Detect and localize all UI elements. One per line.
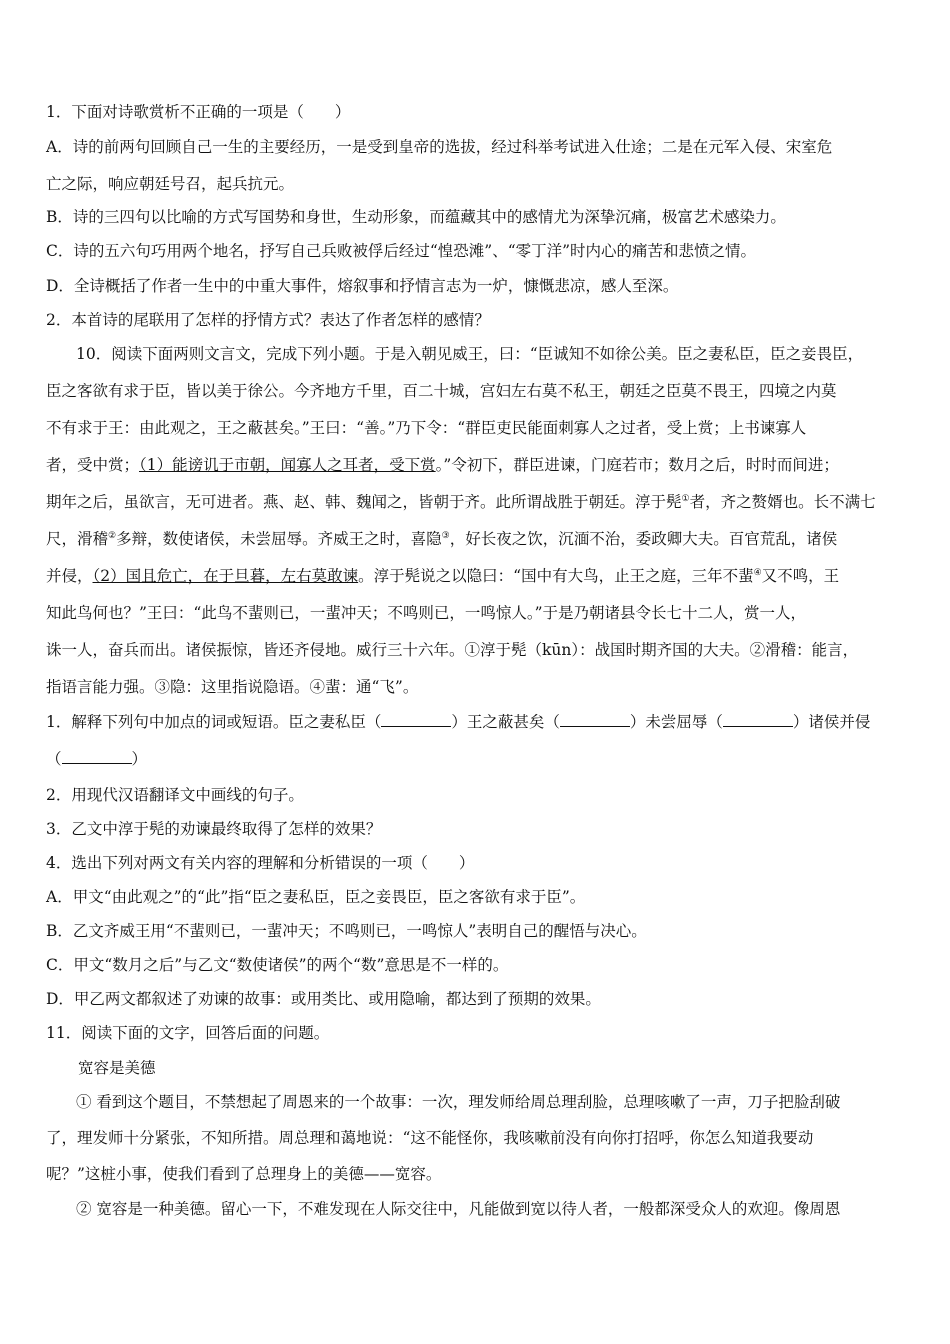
- answer-blank[interactable]: [560, 712, 630, 727]
- passage-text: 又不鸣，王: [761, 567, 840, 585]
- footnote-marker: ④: [753, 567, 762, 578]
- passage-text: 者，齐之赘婿也。长不满七: [689, 493, 876, 511]
- bracket-close: ）: [131, 750, 148, 768]
- passage-line: 臣之客欲有求于臣，皆以美于徐公。今齐地方千里，百二十城，宫妇左右莫不私王，朝廷之臣莫不畏王，四境之内莫: [46, 382, 837, 400]
- question-11-stem: 11．阅读下面的文字，回答后面的问题。: [46, 1024, 330, 1042]
- passage-line: 不有求于王：由此观之，王之蔽甚矣。”王曰：“善。”乃下令：“群臣吏民能面刺寡人之过者，受上赏；上书谏寡人: [46, 419, 807, 437]
- essay-paragraph-1-cont: 呢？”这桩小事，使我们看到了总理身上的美德——宽容。: [46, 1165, 442, 1183]
- sub-question-4-option-b: B．乙文齐威王用“不蜚则已，一蜚冲天；不鸣则已，一鸣惊人”表明自己的醒悟与决心。: [46, 922, 647, 940]
- underlined-sentence-2: （2）国且危亡，在于旦暮，左右莫敢谏: [92, 567, 359, 585]
- question-1-option-d: D．全诗概括了作者一生中的中重大事件，熔叙事和抒情言志为一炉，慷慨悲凉，感人至深。: [46, 277, 679, 295]
- essay-paragraph-1-cont: 了，理发师十分紧张，不知所措。周总理和蔼地说：“这不能怪你，我咳嗽前没有向你打招呼，你怎么知道我要动: [46, 1129, 814, 1147]
- question-1-stem: 1．下面对诗歌赏析不正确的一项是（ ）: [46, 103, 351, 121]
- sub-question-text: 1．解释下列句中加点的词或短语。臣之妻私臣（: [46, 713, 382, 731]
- footnote-marker: ③: [441, 530, 450, 541]
- question-1-option-a-cont: 亡之际，响应朝廷号召，起兵抗元。: [46, 175, 295, 193]
- question-1-option-a: A．诗的前两句回顾自己一生的主要经历，一是受到皇帝的选拔，经过科举考试进入仕途；二是在元军入侵、宋室危: [46, 138, 833, 156]
- sub-question-4: 4．选出下列对两文有关内容的理解和分析错误的一项（ ）: [46, 854, 475, 872]
- passage-text: 者，受中赏；: [46, 456, 140, 474]
- passage-line: 诛一人，奋兵而出。诸侯振惊，皆还齐侵地。威行三十六年。①淳于髡（kūn）：战国时期齐国的大夫。②滑稽：能言，: [46, 641, 859, 659]
- sub-question-4-option-d: D．甲乙两文都叙述了劝谏的故事：或用类比、或用隐喻，都达到了预期的效果。: [46, 990, 601, 1008]
- sub-question-2: 2．用现代汉语翻译文中画线的句子。: [46, 786, 304, 804]
- answer-blank[interactable]: [62, 749, 132, 764]
- passage-text: 期年之后，虽欲言，无可进者。燕、赵、韩、魏闻之，皆朝于齐。此所谓战胜于朝廷。淳于髡: [46, 493, 682, 511]
- passage-text: 。”令初下，群臣进谏，门庭若市；数月之后，时时而间进；: [435, 456, 839, 474]
- passage-line: 10．阅读下面两则文言文，完成下列小题。于是入朝见威王，曰：“臣诚知不如徐公美。臣之妻私臣，臣之妾畏臣，: [76, 345, 864, 363]
- essay-paragraph-1: ① 看到这个题目，不禁想起了周恩来的一个故事：一次，理发师给周总理刮脸，总理咳嗽了一声，刀子把脸刮破: [76, 1093, 841, 1111]
- essay-paragraph-2: ② 宽容是一种美德。留心一下，不难发现在人际交往中，凡能做到宽以待人者，一般都深受众人的欢迎。像周恩: [76, 1200, 841, 1218]
- question-2: 2．本首诗的尾联用了怎样的抒情方式？表达了作者怎样的感情？: [46, 311, 490, 329]
- sub-question-text: ）未尝屈辱（: [629, 713, 723, 731]
- passage-footnotes: 指语言能力强。③隐：这里指说隐语。④蜚：通“飞”。: [46, 678, 419, 696]
- passage-text: ，好长夜之饮，沉湎不治，委政卿大夫。百官荒乱，诸侯: [449, 530, 838, 548]
- passage-text: 尺，滑稽: [46, 530, 109, 548]
- sub-question-4-option-c: C．甲文“数月之后”与乙文“数使诸侯”的两个“数”意思是不一样的。: [46, 956, 509, 974]
- bracket-open: （: [46, 750, 62, 768]
- passage-text: 。淳于髡说之以隐曰：“国中有大鸟，止王之庭，三年不蜚: [358, 567, 754, 585]
- passage-line: [46, 529, 916, 549]
- passage-line: [46, 455, 916, 475]
- passage-line: 知此鸟何也？”王曰：“此鸟不蜚则已，一蜚冲天；不鸣则已，一鸣惊人。”于是乃朝诸县令长七十二人，赏一人，: [46, 604, 807, 622]
- answer-blank[interactable]: [723, 712, 793, 727]
- footnote-marker: ①: [681, 493, 690, 504]
- sub-question-4-option-a: A．甲文“由此观之”的“此”指“臣之妻私臣，臣之妾畏臣，臣之客欲有求于臣”。: [46, 888, 586, 906]
- passage-text: 多辩，数使诸侯，未尝屈辱。齐威王之时，喜隐: [116, 530, 442, 548]
- passage-line: [46, 492, 916, 512]
- sub-question-3: 3．乙文中淳于髡的劝谏最终取得了怎样的效果？: [46, 820, 382, 838]
- question-1-option-c: C．诗的五六句巧用两个地名，抒写自己兵败被俘后经过“惶恐滩”、“零丁洋”时内心的痛苦和悲愤之情。: [46, 242, 757, 260]
- sub-question-1: [46, 712, 916, 732]
- sub-question-text: ）王之蔽甚矣（: [451, 713, 560, 731]
- sub-question-text: ）诸侯并侵: [792, 713, 871, 731]
- sub-question-1-cont: [46, 749, 916, 769]
- passage-text: 并侵，: [46, 567, 93, 585]
- question-1-option-b: B．诗的三四句以比喻的方式写国势和身世，生动形象，而蕴藏其中的感情尤为深挚沉痛，极富艺术感染力。: [46, 208, 786, 226]
- passage-line: [46, 566, 916, 586]
- answer-blank[interactable]: [381, 712, 451, 727]
- underlined-sentence-1: （1）能谤讥于市朝，闻寡人之耳者，受下赏: [139, 456, 436, 474]
- essay-title: 宽容是美德: [78, 1059, 156, 1077]
- footnote-marker: ②: [108, 530, 117, 541]
